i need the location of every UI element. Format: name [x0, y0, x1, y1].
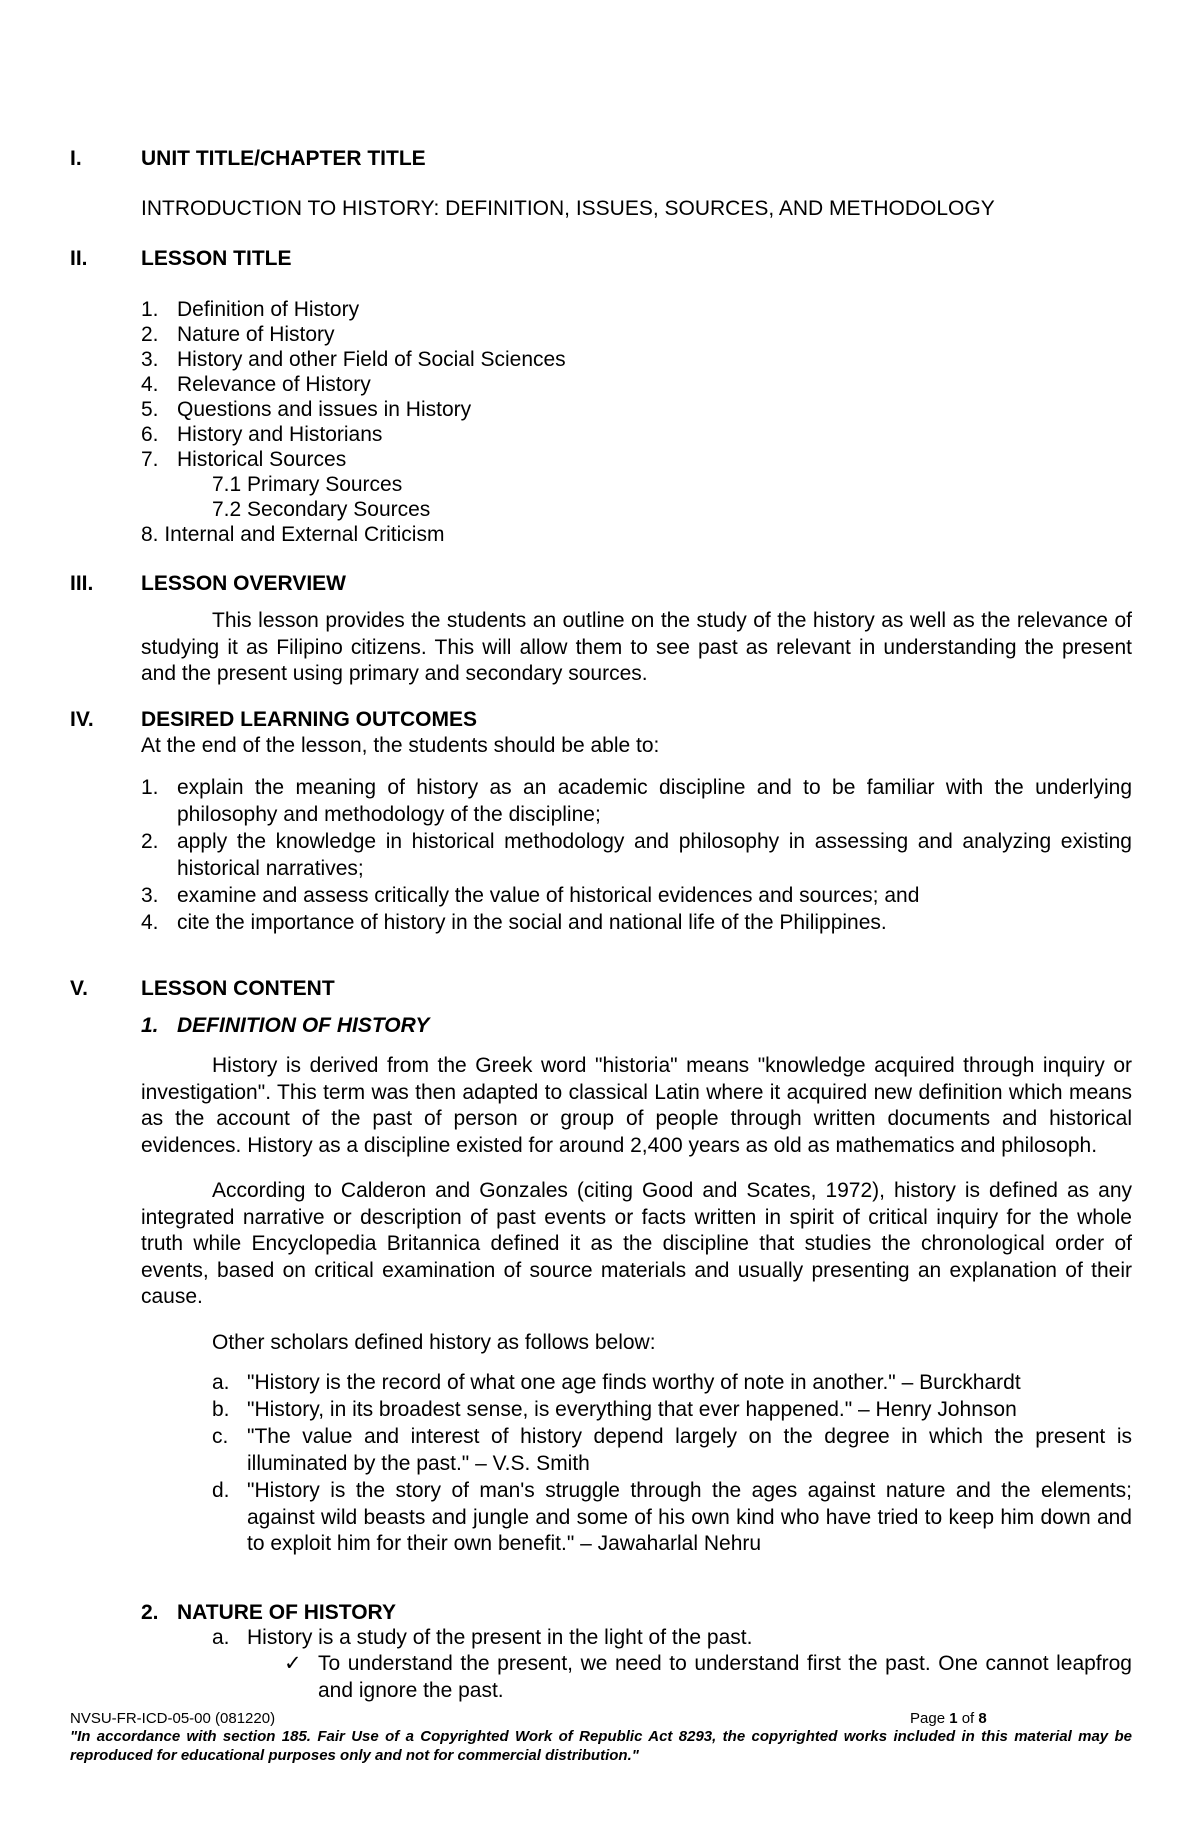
quote-item: "History, in its broadest sense, is everything that ever happened." – Henry Johnson [247, 1398, 1017, 1421]
quote-item: "The value and interest of history depend largely on the degree in which the present is illuminated by the past." – V.S. Smith [247, 1425, 1132, 1475]
lesson-item-number: 5. [141, 398, 159, 421]
outcome-item: apply the knowledge in historical methodology and philosophy in assessing and analyzing existing historical narratives; [177, 830, 1132, 880]
lesson-item: Relevance of History [177, 373, 371, 396]
nature-check-item: To understand the present, we need to understand first the past. One cannot leapfrog and ignore the past. [318, 1652, 1132, 1702]
page-number [910, 1710, 987, 1727]
section-2-number: II. [70, 247, 88, 270]
page-current: 1 [949, 1710, 958, 1727]
subsection-1-number: 1. [141, 1014, 159, 1037]
lesson-item: 8. Internal and External Criticism [141, 523, 445, 546]
lesson-item: Definition of History [177, 298, 360, 321]
section-3-number: III. [70, 572, 94, 595]
unit-subtitle: INTRODUCTION TO HISTORY: DEFINITION, ISSUES, SOURCES, AND METHODOLOGY [141, 197, 995, 220]
form-code: NVSU-FR-ICD-05-00 (081220) [70, 1710, 276, 1727]
page-of: of [957, 1710, 979, 1727]
quote-label: c. [212, 1425, 229, 1448]
section-5-number: V. [70, 977, 88, 1000]
lesson-item-number: 6. [141, 423, 159, 446]
subsection-1-title: DEFINITION OF HISTORY [177, 1014, 430, 1037]
lesson-item: History and other Field of Social Sciences [177, 348, 566, 371]
lesson-subitem: 7.2 Secondary Sources [212, 498, 431, 521]
section-4-title: DESIRED LEARNING OUTCOMES [141, 708, 478, 731]
quote-label: a. [212, 1371, 230, 1394]
quote-label: d. [212, 1479, 230, 1502]
definition-paragraph-1: History is derived from the Greek word "historia" means "knowledge acquired through inquiry or investigation". This term was then adapted to classical Latin where it acquired new definition which means as the account of the past of person or group of people through written documents and historical evidences. History as a discipline existed for around 2,400 years as old as mathematics and philosoph. [141, 1054, 1132, 1157]
outcomes-intro: At the end of the lesson, the students should be able to: [141, 734, 660, 757]
definition-paragraph-2: According to Calderon and Gonzales (citing Good and Scates, 1972), history is defined as any integrated narrative or description of past events or facts written in spirit of critical inquiry for the whole truth while Encyclopedia Britannica defined it as the discipline that studies the chronological order of events, based on critical examination of source materials and usually presenting an explanation of their cause. [141, 1179, 1132, 1308]
subsection-2-number: 2. [141, 1601, 159, 1624]
lesson-item: Historical Sources [177, 448, 347, 471]
check-icon: ✓ [284, 1652, 302, 1675]
outcome-number: 4. [141, 911, 159, 934]
lesson-item-number: 7. [141, 448, 159, 471]
lesson-item-number: 3. [141, 348, 159, 371]
overview-paragraph: This lesson provides the students an outline on the study of the history as well as the relevance of studying it as Filipino citizens. This will allow them to see past as relevant in understanding the present and the present using primary and secondary sources. [141, 609, 1132, 685]
lesson-item: Nature of History [177, 323, 335, 346]
outcome-number: 3. [141, 884, 159, 907]
outcome-item: examine and assess critically the value of historical evidences and sources; and [177, 884, 920, 907]
lesson-item: History and Historians [177, 423, 383, 446]
section-5-title: LESSON CONTENT [141, 977, 335, 1000]
subsection-2-title: NATURE OF HISTORY [177, 1601, 396, 1624]
lesson-item-number: 1. [141, 298, 159, 321]
nature-item: History is a study of the present in the light of the past. [247, 1626, 753, 1649]
section-4-number: IV. [70, 708, 94, 731]
section-1-title: UNIT TITLE/CHAPTER TITLE [141, 147, 426, 170]
section-2-title: LESSON TITLE [141, 247, 292, 270]
copyright-notice: "In accordance with section 185. Fair Use of a Copyrighted Work of Republic Act 8293, the copyrighted works included in this material may be reproduced for educational purposes only and not for commercial distribution." [70, 1728, 1132, 1764]
quote-label: b. [212, 1398, 230, 1421]
lesson-subitem: 7.1 Primary Sources [212, 473, 403, 496]
outcome-item: cite the importance of history in the social and national life of the Philippines. [177, 911, 887, 934]
page-prefix: Page [910, 1710, 950, 1727]
outcome-item: explain the meaning of history as an academic discipline and to be familiar with the underlying philosophy and methodology of the discipline; [177, 776, 1132, 826]
lesson-item-number: 2. [141, 323, 159, 346]
lesson-item-number: 4. [141, 373, 159, 396]
outcome-number: 2. [141, 830, 159, 853]
page-total: 8 [978, 1710, 987, 1727]
section-3-title: LESSON OVERVIEW [141, 572, 346, 595]
lesson-item: Questions and issues in History [177, 398, 472, 421]
section-1-number: I. [70, 147, 82, 170]
outcome-number: 1. [141, 776, 159, 799]
nature-label: a. [212, 1626, 230, 1649]
quote-item: "History is the record of what one age finds worthy of note in another." – Burckhardt [247, 1371, 1021, 1394]
quote-item: "History is the story of man's struggle through the ages against nature and the elements; against wild beasts and jungle and some of his own kind who have tried to keep him down and to exploit him for their own benefit." – Jawaharlal Nehru [247, 1479, 1132, 1555]
scholars-intro: Other scholars defined history as follows below: [212, 1331, 656, 1354]
